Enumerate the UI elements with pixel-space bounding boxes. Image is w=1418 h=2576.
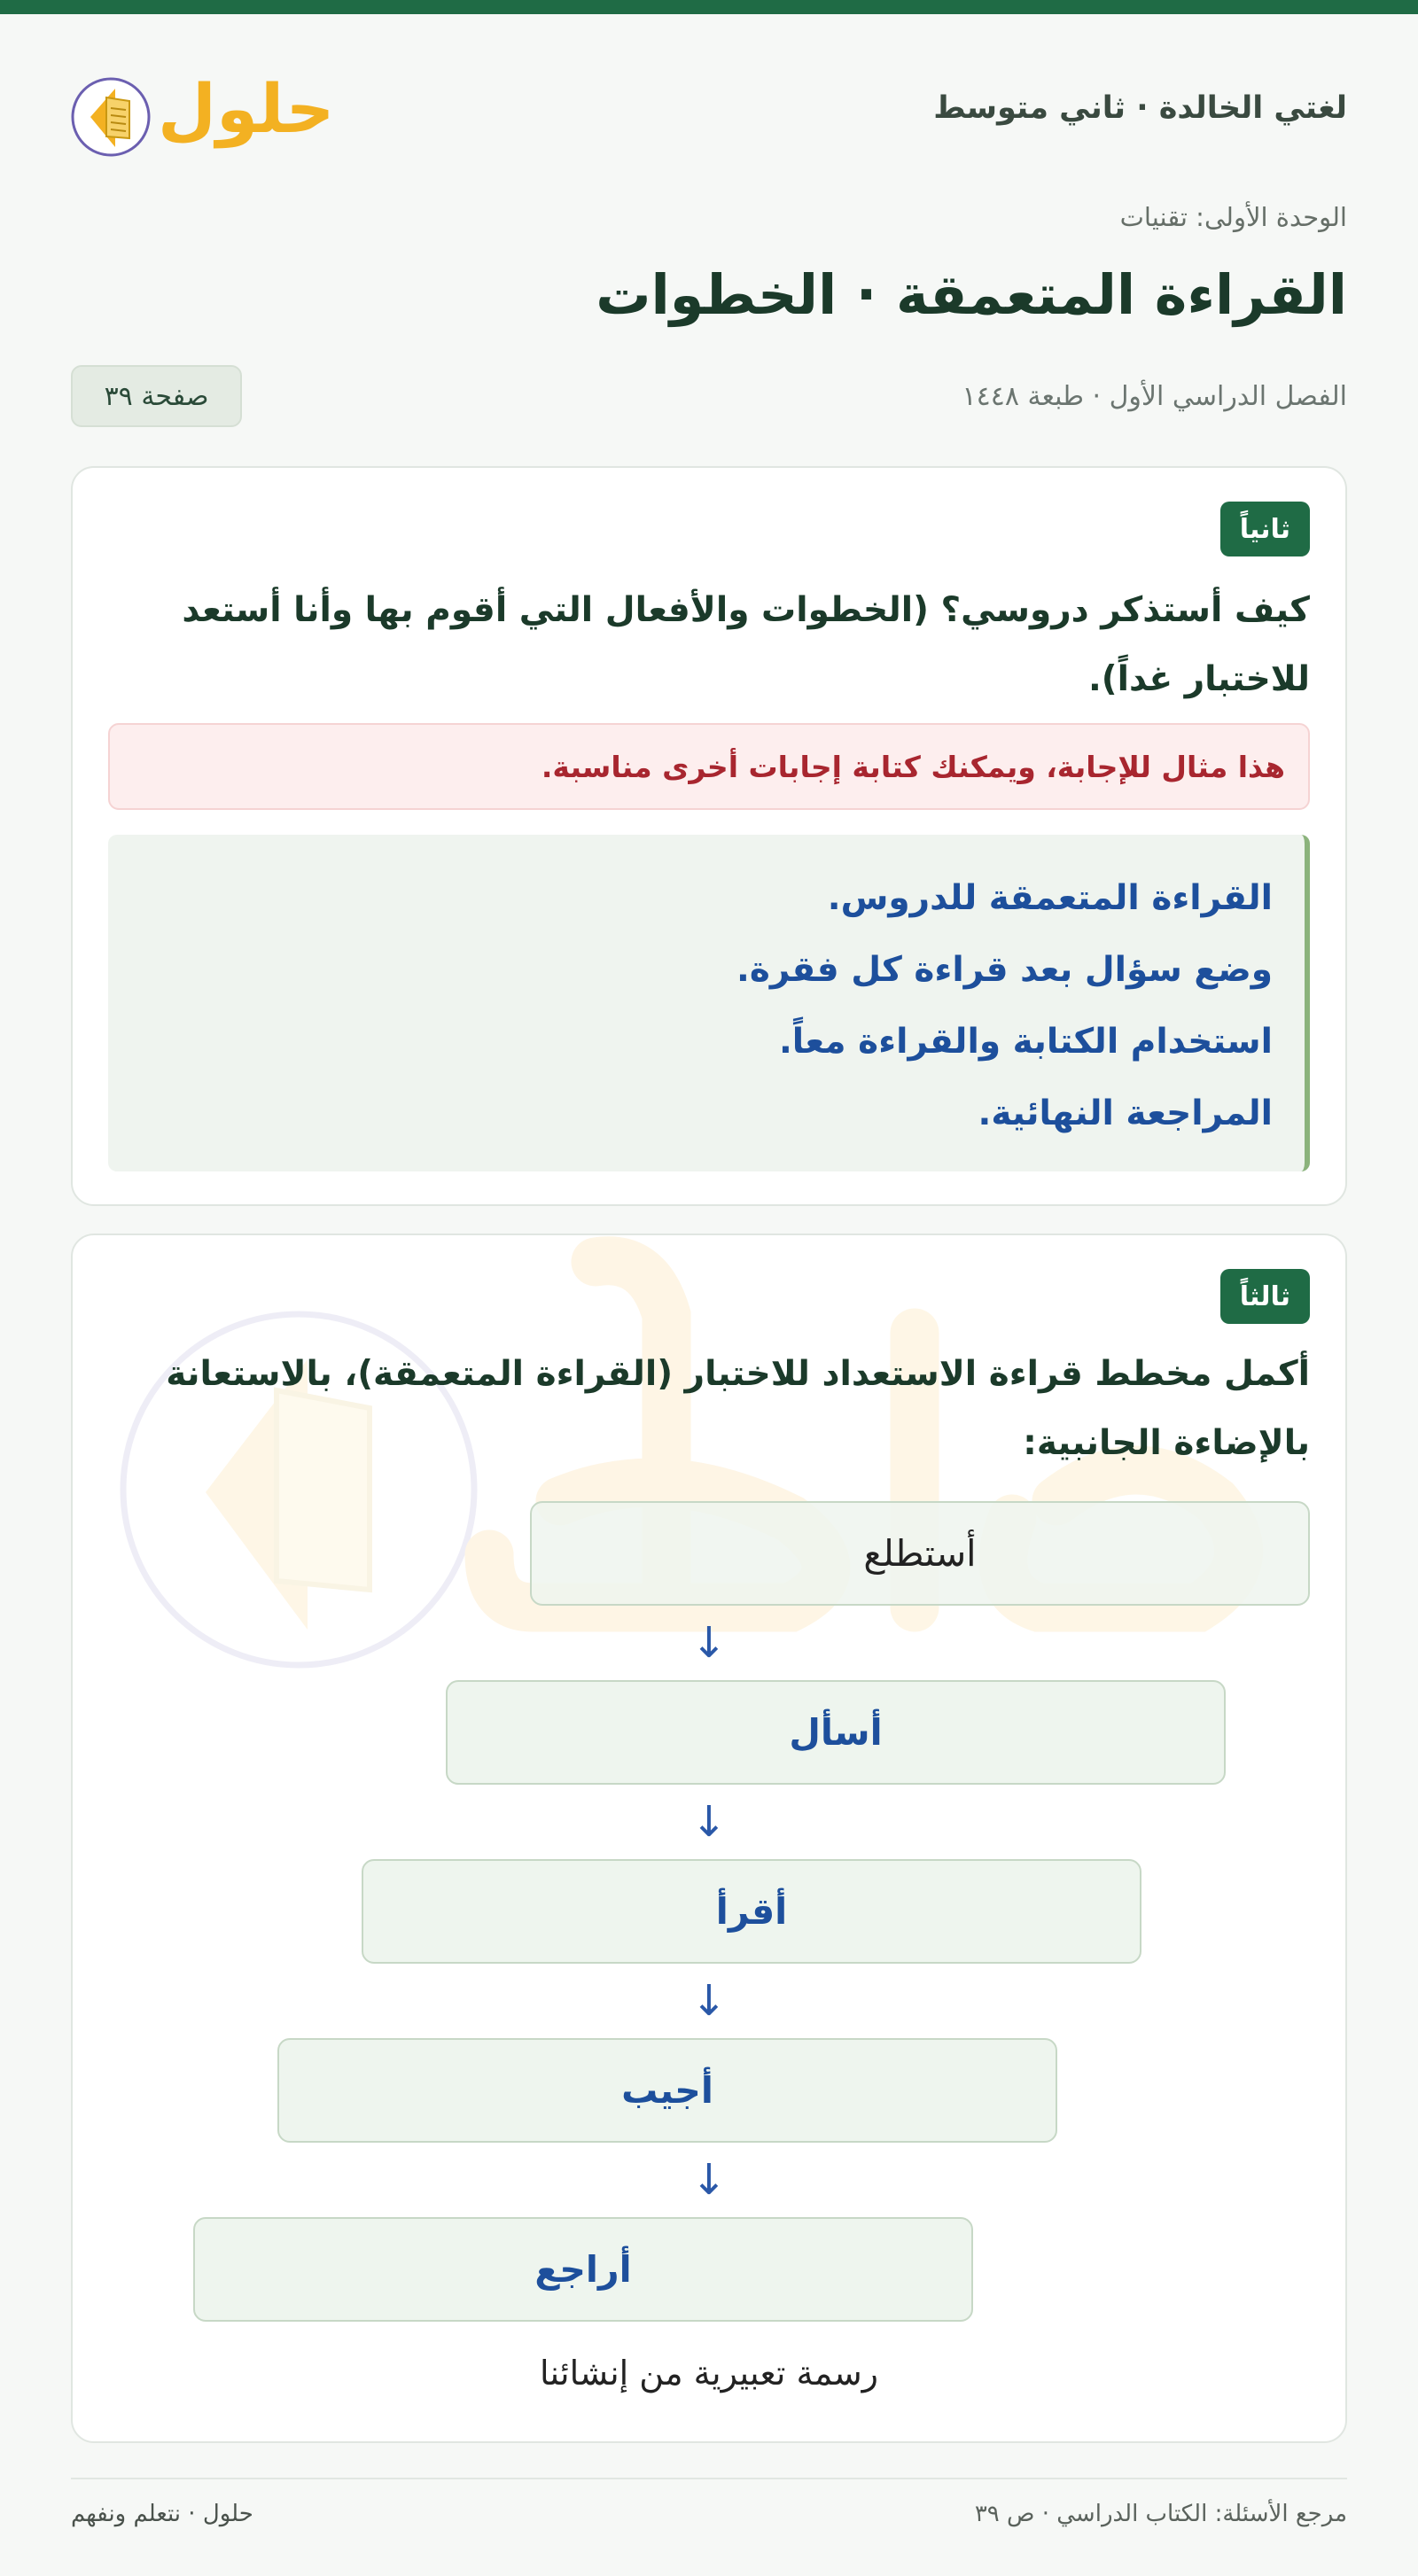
section-card-second — [71, 466, 1347, 1206]
page-title: القراءة المتعمقة · الخطوات — [596, 262, 1347, 327]
section-card-third — [71, 1234, 1347, 2443]
flow-step: أراجع — [193, 2217, 973, 2322]
top-accent-bar — [0, 0, 1418, 14]
answer-item: القراءة المتعمقة للدروس. — [827, 878, 1273, 918]
arrow-down-icon: ↓ — [690, 1618, 728, 1668]
answer-list — [108, 835, 1310, 1171]
question-text: كيف أستذكر دروسي؟ (الخطوات والأفعال التي أقوم بها وأنا أستعد للاختبار غداً). — [182, 590, 1310, 699]
diagram-caption: رسمة تعبيرية من إنشائنا — [539, 2354, 879, 2393]
book-title: لغتي الخالدة · ثاني متوسط — [933, 90, 1347, 126]
answer-item: استخدام الكتابة والقراءة معاً. — [778, 1022, 1273, 1062]
logo-text: حلول — [158, 69, 335, 148]
answer-item: وضع سؤال بعد قراءة كل فقرة. — [736, 950, 1273, 990]
flow-step: أجيب — [277, 2038, 1057, 2143]
footer-divider — [71, 2478, 1347, 2479]
answer-item: المراجعة النهائية. — [978, 1093, 1273, 1133]
flow-step: أقرأ — [362, 1859, 1141, 1964]
question-text: أكمل مخطط قراءة الاستعداد للاختبار (القراءة المتعمقة)، بالاستعانة بالإضاءة الجانبية: — [166, 1354, 1310, 1463]
header — [71, 62, 1347, 160]
section-tag: ثانياً — [1220, 502, 1310, 556]
footer-brand: حلول · نتعلم ونفهم — [71, 2501, 253, 2527]
term-label: الفصل الدراسي الأول · طبعة ١٤٤٨ — [962, 381, 1347, 412]
arrow-down-icon: ↓ — [690, 1797, 728, 1847]
flow-step: أستطلع — [530, 1501, 1310, 1606]
answer-notice: هذا مثال للإجابة، ويمكنك كتابة إجابات أخرى مناسبة. — [108, 723, 1310, 810]
arrow-down-icon: ↓ — [690, 1976, 728, 2026]
logo[interactable] — [71, 62, 337, 160]
arrow-down-icon: ↓ — [690, 2155, 728, 2205]
footer-reference: مرجع الأسئلة: الكتاب الدراسي · ص ٣٩ — [974, 2501, 1347, 2527]
unit-label: الوحدة الأولى: تقنيات — [1119, 202, 1347, 232]
page-badge: صفحة ٣٩ — [71, 365, 242, 427]
flow-step: أسأل — [446, 1680, 1226, 1785]
section-tag: ثالثاً — [1220, 1269, 1310, 1324]
